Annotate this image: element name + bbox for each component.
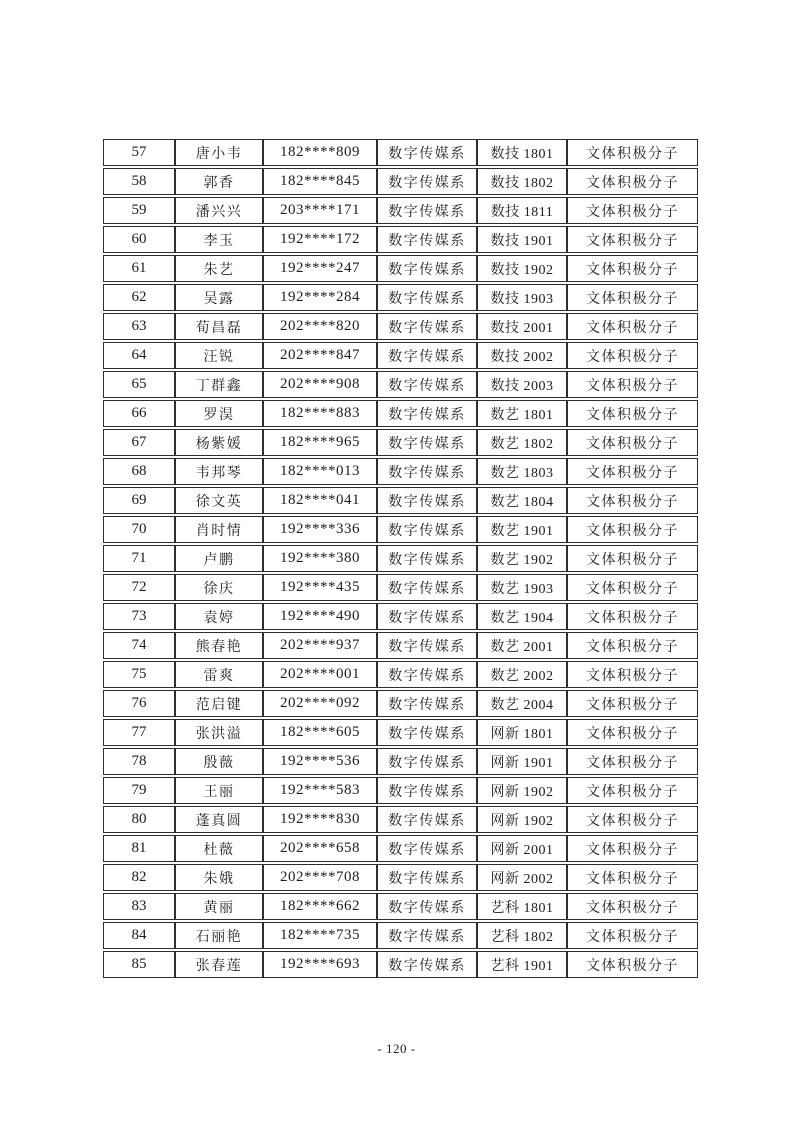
class-cell: 艺科 1801: [477, 893, 567, 920]
student-name-cell: 卢鹏: [175, 545, 263, 572]
row-number-cell: 67: [103, 429, 175, 456]
honor-title-cell: 文体积极分子: [567, 719, 698, 746]
table-row: [103, 139, 698, 166]
honor-title-cell: 文体积极分子: [567, 400, 698, 427]
student-name-cell: 蓬真圆: [175, 806, 263, 833]
student-id-cell: 182****013: [263, 458, 377, 485]
class-cell: 数艺 1801: [477, 400, 567, 427]
student-id-cell: 182****662: [263, 893, 377, 920]
table-row: [103, 284, 698, 311]
student-name-cell: 张春莲: [175, 951, 263, 978]
class-cell: 网新 1901: [477, 748, 567, 775]
row-number-cell: 60: [103, 226, 175, 253]
class-cell: 数技 2002: [477, 342, 567, 369]
class-cell: 数技 2001: [477, 313, 567, 340]
table-row: [103, 313, 698, 340]
row-number-cell: 85: [103, 951, 175, 978]
department-cell: 数字传媒系: [377, 342, 477, 369]
honor-title-cell: 文体积极分子: [567, 545, 698, 572]
row-number-cell: 84: [103, 922, 175, 949]
department-cell: 数字传媒系: [377, 632, 477, 659]
student-name-cell: 唐小韦: [175, 139, 263, 166]
class-cell: 数艺 1802: [477, 429, 567, 456]
row-number-cell: 66: [103, 400, 175, 427]
honor-title-cell: 文体积极分子: [567, 574, 698, 601]
department-cell: 数字传媒系: [377, 777, 477, 804]
row-number-cell: 76: [103, 690, 175, 717]
row-number-cell: 80: [103, 806, 175, 833]
class-cell: 网新 2001: [477, 835, 567, 862]
honor-title-cell: 文体积极分子: [567, 864, 698, 891]
row-number-cell: 68: [103, 458, 175, 485]
student-name-cell: 雷爽: [175, 661, 263, 688]
student-id-cell: 192****536: [263, 748, 377, 775]
class-cell: 数技 2003: [477, 371, 567, 398]
honor-title-cell: 文体积极分子: [567, 893, 698, 920]
class-cell: 数艺 1903: [477, 574, 567, 601]
honor-title-cell: 文体积极分子: [567, 690, 698, 717]
honor-title-cell: 文体积极分子: [567, 922, 698, 949]
table-row: [103, 951, 698, 978]
row-number-cell: 58: [103, 168, 175, 195]
class-cell: 数技 1811: [477, 197, 567, 224]
department-cell: 数字传媒系: [377, 226, 477, 253]
table-row: [103, 922, 698, 949]
row-number-cell: 61: [103, 255, 175, 282]
honor-title-cell: 文体积极分子: [567, 516, 698, 543]
row-number-cell: 82: [103, 864, 175, 891]
table-row: [103, 632, 698, 659]
student-id-cell: 182****605: [263, 719, 377, 746]
row-number-cell: 75: [103, 661, 175, 688]
department-cell: 数字传媒系: [377, 690, 477, 717]
student-name-cell: 吴露: [175, 284, 263, 311]
class-cell: 网新 1902: [477, 806, 567, 833]
honor-title-cell: 文体积极分子: [567, 951, 698, 978]
student-id-cell: 192****284: [263, 284, 377, 311]
student-name-cell: 王丽: [175, 777, 263, 804]
department-cell: 数字传媒系: [377, 893, 477, 920]
student-id-cell: 192****583: [263, 777, 377, 804]
honor-title-cell: 文体积极分子: [567, 661, 698, 688]
table-row: [103, 371, 698, 398]
department-cell: 数字传媒系: [377, 719, 477, 746]
honor-title-cell: 文体积极分子: [567, 429, 698, 456]
student-id-cell: 192****336: [263, 516, 377, 543]
department-cell: 数字传媒系: [377, 922, 477, 949]
honor-title-cell: 文体积极分子: [567, 835, 698, 862]
class-cell: 艺科 1901: [477, 951, 567, 978]
honor-title-cell: 文体积极分子: [567, 197, 698, 224]
honor-title-cell: 文体积极分子: [567, 226, 698, 253]
table-row: [103, 487, 698, 514]
student-name-cell: 杨紫媛: [175, 429, 263, 456]
row-number-cell: 59: [103, 197, 175, 224]
class-cell: 数技 1801: [477, 139, 567, 166]
student-id-cell: 182****883: [263, 400, 377, 427]
row-number-cell: 81: [103, 835, 175, 862]
student-id-cell: 182****845: [263, 168, 377, 195]
student-id-cell: 202****092: [263, 690, 377, 717]
department-cell: 数字传媒系: [377, 864, 477, 891]
department-cell: 数字传媒系: [377, 574, 477, 601]
class-cell: 数艺 2004: [477, 690, 567, 717]
department-cell: 数字传媒系: [377, 951, 477, 978]
department-cell: 数字传媒系: [377, 313, 477, 340]
department-cell: 数字传媒系: [377, 516, 477, 543]
class-cell: 数技 1901: [477, 226, 567, 253]
table-row: [103, 545, 698, 572]
row-number-cell: 73: [103, 603, 175, 630]
student-name-cell: 杜薇: [175, 835, 263, 862]
student-id-cell: 192****830: [263, 806, 377, 833]
honor-title-cell: 文体积极分子: [567, 777, 698, 804]
student-id-cell: 192****693: [263, 951, 377, 978]
honor-title-cell: 文体积极分子: [567, 748, 698, 775]
class-cell: 数艺 1901: [477, 516, 567, 543]
student-id-cell: 192****435: [263, 574, 377, 601]
honor-title-cell: 文体积极分子: [567, 371, 698, 398]
honor-title-cell: 文体积极分子: [567, 342, 698, 369]
department-cell: 数字传媒系: [377, 139, 477, 166]
honor-title-cell: 文体积极分子: [567, 487, 698, 514]
class-cell: 数技 1903: [477, 284, 567, 311]
student-id-cell: 202****708: [263, 864, 377, 891]
class-cell: 数艺 1902: [477, 545, 567, 572]
table-row: [103, 806, 698, 833]
table-row: [103, 226, 698, 253]
student-name-cell: 郭香: [175, 168, 263, 195]
row-number-cell: 79: [103, 777, 175, 804]
table-row: [103, 574, 698, 601]
student-id-cell: 182****809: [263, 139, 377, 166]
class-cell: 艺科 1802: [477, 922, 567, 949]
department-cell: 数字传媒系: [377, 458, 477, 485]
student-id-cell: 182****965: [263, 429, 377, 456]
student-name-cell: 殷薇: [175, 748, 263, 775]
student-name-cell: 李玉: [175, 226, 263, 253]
row-number-cell: 70: [103, 516, 175, 543]
table-row: [103, 748, 698, 775]
student-id-cell: 182****041: [263, 487, 377, 514]
honor-title-cell: 文体积极分子: [567, 632, 698, 659]
student-name-cell: 潘兴兴: [175, 197, 263, 224]
student-id-cell: 202****658: [263, 835, 377, 862]
table-row: [103, 516, 698, 543]
student-name-cell: 范启键: [175, 690, 263, 717]
row-number-cell: 57: [103, 139, 175, 166]
page-footer: [0, 1040, 793, 1058]
row-number-cell: 62: [103, 284, 175, 311]
table-row: [103, 864, 698, 891]
row-number-cell: 72: [103, 574, 175, 601]
table-row: [103, 255, 698, 282]
student-name-cell: 韦邦琴: [175, 458, 263, 485]
student-id-cell: 202****847: [263, 342, 377, 369]
roster-table-area: [103, 137, 698, 980]
table-row: [103, 777, 698, 804]
class-cell: 网新 1801: [477, 719, 567, 746]
honor-title-cell: 文体积极分子: [567, 806, 698, 833]
department-cell: 数字传媒系: [377, 603, 477, 630]
department-cell: 数字传媒系: [377, 284, 477, 311]
roster-table: [103, 137, 698, 980]
student-name-cell: 荀昌磊: [175, 313, 263, 340]
table-row: [103, 690, 698, 717]
honor-title-cell: 文体积极分子: [567, 139, 698, 166]
department-cell: 数字传媒系: [377, 255, 477, 282]
row-number-cell: 71: [103, 545, 175, 572]
table-row: [103, 603, 698, 630]
department-cell: 数字传媒系: [377, 835, 477, 862]
table-row: [103, 342, 698, 369]
student-name-cell: 徐庆: [175, 574, 263, 601]
honor-title-cell: 文体积极分子: [567, 168, 698, 195]
row-number-cell: 64: [103, 342, 175, 369]
class-cell: 数艺 1804: [477, 487, 567, 514]
class-cell: 网新 1902: [477, 777, 567, 804]
department-cell: 数字传媒系: [377, 400, 477, 427]
table-row: [103, 458, 698, 485]
row-number-cell: 77: [103, 719, 175, 746]
table-row: [103, 719, 698, 746]
class-cell: 数艺 1803: [477, 458, 567, 485]
department-cell: 数字传媒系: [377, 661, 477, 688]
class-cell: 网新 2002: [477, 864, 567, 891]
student-id-cell: 202****908: [263, 371, 377, 398]
student-id-cell: 192****247: [263, 255, 377, 282]
student-id-cell: 192****490: [263, 603, 377, 630]
class-cell: 数艺 1904: [477, 603, 567, 630]
student-name-cell: 黄丽: [175, 893, 263, 920]
class-cell: 数技 1902: [477, 255, 567, 282]
department-cell: 数字传媒系: [377, 806, 477, 833]
page-number: - 120 -: [377, 1041, 416, 1056]
student-name-cell: 徐文英: [175, 487, 263, 514]
student-id-cell: 202****937: [263, 632, 377, 659]
student-name-cell: 熊春艳: [175, 632, 263, 659]
row-number-cell: 78: [103, 748, 175, 775]
table-row: [103, 197, 698, 224]
department-cell: 数字传媒系: [377, 748, 477, 775]
row-number-cell: 74: [103, 632, 175, 659]
row-number-cell: 63: [103, 313, 175, 340]
department-cell: 数字传媒系: [377, 545, 477, 572]
student-id-cell: 192****172: [263, 226, 377, 253]
row-number-cell: 83: [103, 893, 175, 920]
student-name-cell: 肖时情: [175, 516, 263, 543]
honor-title-cell: 文体积极分子: [567, 458, 698, 485]
department-cell: 数字传媒系: [377, 168, 477, 195]
student-id-cell: 203****171: [263, 197, 377, 224]
honor-title-cell: 文体积极分子: [567, 313, 698, 340]
student-name-cell: 丁群鑫: [175, 371, 263, 398]
row-number-cell: 69: [103, 487, 175, 514]
row-number-cell: 65: [103, 371, 175, 398]
student-name-cell: 朱娥: [175, 864, 263, 891]
student-id-cell: 202****001: [263, 661, 377, 688]
class-cell: 数艺 2001: [477, 632, 567, 659]
student-name-cell: 罗淏: [175, 400, 263, 427]
table-row: [103, 168, 698, 195]
honor-title-cell: 文体积极分子: [567, 255, 698, 282]
department-cell: 数字传媒系: [377, 487, 477, 514]
table-row: [103, 429, 698, 456]
honor-title-cell: 文体积极分子: [567, 603, 698, 630]
class-cell: 数艺 2002: [477, 661, 567, 688]
student-name-cell: 汪锐: [175, 342, 263, 369]
student-name-cell: 张洪溢: [175, 719, 263, 746]
table-row: [103, 400, 698, 427]
department-cell: 数字传媒系: [377, 197, 477, 224]
class-cell: 数技 1802: [477, 168, 567, 195]
student-name-cell: 袁婷: [175, 603, 263, 630]
student-id-cell: 202****820: [263, 313, 377, 340]
student-id-cell: 182****735: [263, 922, 377, 949]
department-cell: 数字传媒系: [377, 371, 477, 398]
department-cell: 数字传媒系: [377, 429, 477, 456]
roster-table-body: [103, 139, 698, 978]
table-row: [103, 835, 698, 862]
honor-title-cell: 文体积极分子: [567, 284, 698, 311]
student-id-cell: 192****380: [263, 545, 377, 572]
student-name-cell: 朱艺: [175, 255, 263, 282]
student-name-cell: 石丽艳: [175, 922, 263, 949]
table-row: [103, 893, 698, 920]
table-row: [103, 661, 698, 688]
